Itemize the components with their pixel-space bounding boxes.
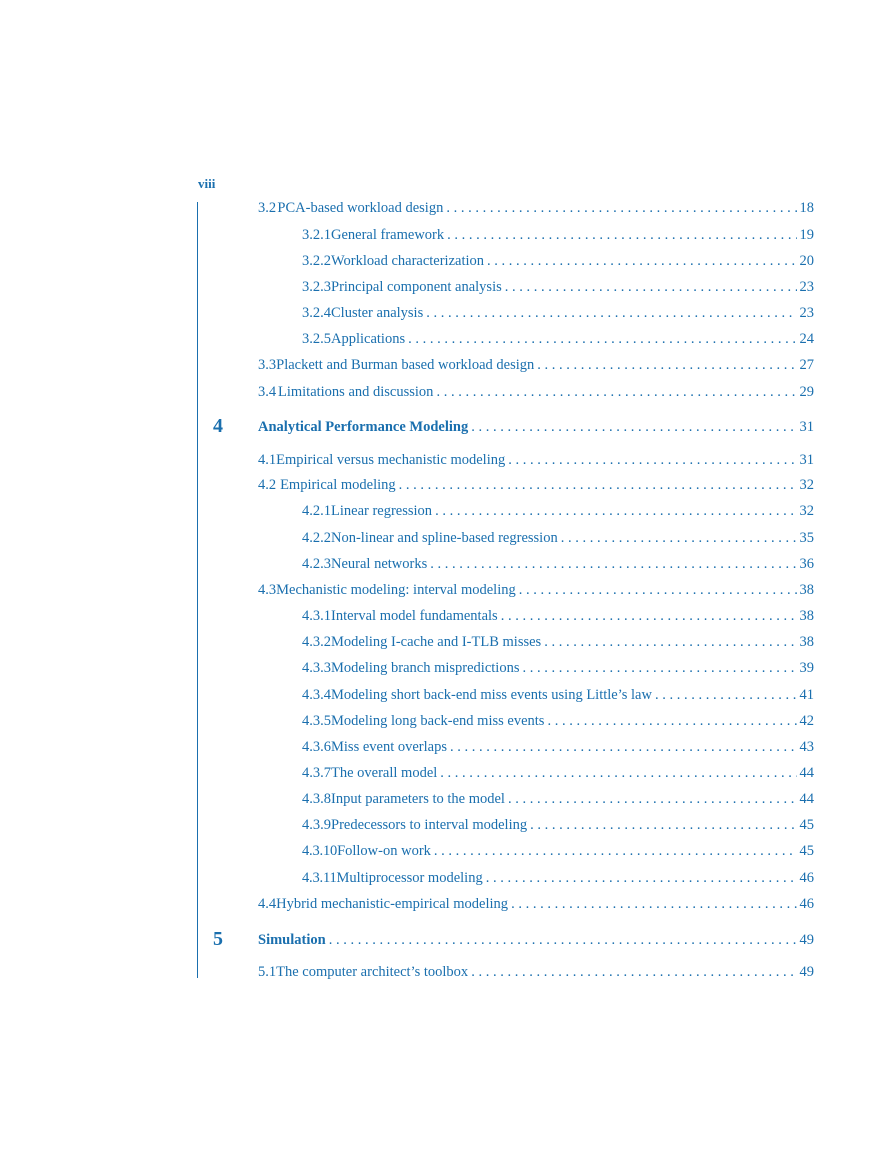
toc-title: Multiprocessor modeling bbox=[336, 870, 483, 886]
toc-number: 3.2.1 bbox=[302, 227, 331, 243]
toc-title: Modeling short back-end miss events using Little’s law bbox=[331, 687, 652, 703]
toc-page: 35 bbox=[799, 530, 814, 546]
toc-number: 4.3.11 bbox=[302, 870, 337, 886]
toc-title: The computer architect’s toolbox bbox=[276, 964, 469, 980]
toc-page: 23 bbox=[799, 279, 814, 295]
toc-leader-dots bbox=[508, 450, 796, 470]
toc-page: 36 bbox=[799, 556, 814, 572]
toc-number: 4.1 bbox=[258, 452, 277, 468]
toc-number: 4.3.9 bbox=[302, 817, 331, 833]
toc-page: 27 bbox=[799, 357, 814, 373]
toc-number: 4.2.2 bbox=[302, 530, 331, 546]
toc-leader-dots bbox=[537, 355, 796, 375]
toc-number: 3.2.2 bbox=[302, 253, 331, 269]
toc-entry-3-3[interactable] bbox=[258, 355, 814, 375]
toc-title: Empirical modeling bbox=[280, 477, 396, 493]
toc-number: 4.3.2 bbox=[302, 634, 331, 650]
toc-leader-dots bbox=[544, 632, 796, 652]
toc-title: Non-linear and spline-based regression bbox=[331, 530, 558, 546]
toc-title: Mechanistic modeling: interval modeling bbox=[276, 582, 516, 598]
toc-page: 41 bbox=[799, 687, 814, 703]
toc-number: 3.2.3 bbox=[302, 279, 331, 295]
toc-leader-dots bbox=[399, 475, 797, 495]
toc-number: 4.3.8 bbox=[302, 791, 331, 807]
chapter-title: Analytical Performance Modeling bbox=[258, 419, 469, 435]
toc-leader-dots bbox=[655, 685, 797, 705]
toc-page: 46 bbox=[799, 896, 814, 912]
toc-title: Predecessors to interval modeling bbox=[331, 817, 528, 833]
toc-number: 4.2 bbox=[258, 477, 277, 493]
toc-title: Interval model fundamentals bbox=[331, 608, 498, 624]
toc-title: Modeling I-cache and I-TLB misses bbox=[331, 634, 542, 650]
toc-leader-dots bbox=[447, 225, 796, 245]
toc-page: 38 bbox=[799, 608, 814, 624]
toc-page: 24 bbox=[799, 331, 814, 347]
toc-number: 4.2.1 bbox=[302, 503, 331, 519]
toc-leader-dots bbox=[519, 580, 797, 600]
toc-entry-3-4[interactable] bbox=[258, 382, 814, 402]
toc-entry-3-2-3[interactable] bbox=[302, 277, 814, 297]
toc-number: 3.3 bbox=[258, 357, 277, 373]
toc-leader-dots bbox=[522, 658, 796, 678]
toc-leader-dots bbox=[505, 277, 797, 297]
toc-title: General framework bbox=[331, 227, 445, 243]
toc-number: 4.3.5 bbox=[302, 713, 331, 729]
toc-number: 4.3.10 bbox=[302, 843, 338, 859]
toc-entry-4-3-5[interactable] bbox=[302, 711, 814, 731]
toc-title: Follow-on work bbox=[337, 843, 431, 859]
toc-entry-4-2[interactable] bbox=[258, 475, 814, 495]
toc-number: 4.3 bbox=[258, 582, 277, 598]
toc-page: 19 bbox=[799, 227, 814, 243]
toc-page: 23 bbox=[799, 305, 814, 321]
toc-page: 38 bbox=[799, 582, 814, 598]
toc-title: Modeling long back-end miss events bbox=[331, 713, 545, 729]
toc-leader-dots bbox=[435, 501, 796, 521]
toc-title: Applications bbox=[331, 331, 406, 347]
toc-page: 49 bbox=[799, 932, 814, 948]
toc-entry-5-1[interactable] bbox=[258, 962, 814, 982]
toc-leader-dots bbox=[530, 815, 796, 835]
toc-number: 4.3.4 bbox=[302, 687, 331, 703]
toc-entry-3-2[interactable] bbox=[258, 198, 814, 218]
toc-leader-dots bbox=[486, 868, 797, 888]
left-margin-rule bbox=[197, 202, 198, 978]
toc-page: 38 bbox=[799, 634, 814, 650]
toc-entry-4-3-10[interactable] bbox=[302, 841, 814, 861]
page-number: viii bbox=[198, 176, 216, 191]
toc-entry-3-2-5[interactable] bbox=[302, 329, 814, 349]
toc-title: Input parameters to the model bbox=[331, 791, 505, 807]
toc-title: Hybrid mechanistic-empirical modeling bbox=[276, 896, 509, 912]
toc-page: 20 bbox=[799, 253, 814, 269]
toc-number: 4.3.1 bbox=[302, 608, 331, 624]
toc-title: Principal component analysis bbox=[331, 279, 502, 295]
chapter-number: 5 bbox=[213, 928, 223, 950]
toc-entry-4-3-9[interactable] bbox=[302, 815, 814, 835]
toc-leader-dots bbox=[471, 417, 796, 437]
toc-entry-4-3[interactable] bbox=[258, 580, 814, 600]
toc-entry-4-2-1[interactable] bbox=[302, 501, 814, 521]
toc-entry-4-3-6[interactable] bbox=[302, 737, 814, 757]
toc-leader-dots bbox=[440, 763, 796, 783]
toc-title: PCA-based workload design bbox=[277, 200, 444, 216]
toc-leader-dots bbox=[436, 382, 796, 402]
toc-number: 3.2.5 bbox=[302, 331, 331, 347]
toc-title: Linear regression bbox=[331, 503, 433, 519]
toc-number: 3.4 bbox=[258, 384, 277, 400]
toc-leader-dots bbox=[471, 962, 796, 982]
chapter-title: Simulation bbox=[258, 932, 326, 948]
toc-page: 32 bbox=[799, 477, 814, 493]
toc-title: Limitations and discussion bbox=[277, 384, 434, 400]
toc-number: 3.2.4 bbox=[302, 305, 331, 321]
toc-page: 49 bbox=[799, 964, 814, 980]
toc-entry-3-2-2[interactable] bbox=[302, 251, 814, 271]
toc-page: 45 bbox=[799, 817, 814, 833]
toc-title: Workload characterization bbox=[331, 253, 485, 269]
toc-chapter-5[interactable] bbox=[258, 930, 814, 950]
toc-leader-dots bbox=[511, 894, 796, 914]
toc-number: 4.3.6 bbox=[302, 739, 331, 755]
toc-title: Modeling branch mispredictions bbox=[331, 660, 520, 676]
toc-page: 18 bbox=[799, 200, 814, 216]
toc-entry-4-2-3[interactable] bbox=[302, 554, 814, 574]
toc-entry-4-3-8[interactable] bbox=[302, 789, 814, 809]
toc-entry-4-1[interactable] bbox=[258, 450, 814, 470]
toc-page: 45 bbox=[799, 843, 814, 859]
toc-page: 32 bbox=[799, 503, 814, 519]
toc-page: 29 bbox=[799, 384, 814, 400]
toc-leader-dots bbox=[508, 789, 797, 809]
toc-page: 39 bbox=[799, 660, 814, 676]
toc-leader-dots bbox=[487, 251, 796, 271]
toc-leader-dots bbox=[547, 711, 796, 731]
toc-page: 44 bbox=[799, 791, 814, 807]
toc-page: 46 bbox=[799, 870, 814, 886]
toc-title: Empirical versus mechanistic modeling bbox=[276, 452, 506, 468]
toc-leader-dots bbox=[450, 737, 797, 757]
toc-page: 31 bbox=[799, 452, 814, 468]
toc-entry-4-2-2[interactable] bbox=[302, 528, 814, 548]
toc-leader-dots bbox=[446, 198, 796, 218]
toc-title: Plackett and Burman based workload design bbox=[276, 357, 535, 373]
toc-entry-3-2-4[interactable] bbox=[302, 303, 814, 323]
toc-leader-dots bbox=[426, 303, 796, 323]
toc-title: Miss event overlaps bbox=[331, 739, 447, 755]
toc-leader-dots bbox=[329, 930, 797, 950]
toc-title: Neural networks bbox=[331, 556, 428, 572]
toc-leader-dots bbox=[561, 528, 797, 548]
toc-chapter-4[interactable] bbox=[258, 417, 814, 437]
toc-page: 42 bbox=[799, 713, 814, 729]
toc-number: 4.3.7 bbox=[302, 765, 331, 781]
toc-entry-4-3-11[interactable] bbox=[302, 868, 814, 888]
toc-entry-3-2-1[interactable] bbox=[302, 225, 814, 245]
toc-number: 4.2.3 bbox=[302, 556, 331, 572]
toc-title: The overall model bbox=[331, 765, 438, 781]
toc-number: 4.4 bbox=[258, 896, 277, 912]
toc-leader-dots bbox=[434, 841, 797, 861]
toc-entry-4-3-2[interactable] bbox=[302, 632, 814, 652]
toc-leader-dots bbox=[408, 329, 796, 349]
toc-page: 43 bbox=[799, 739, 814, 755]
toc-page: 31 bbox=[799, 419, 814, 435]
toc-number: 4.3.3 bbox=[302, 660, 331, 676]
toc-entry-4-3-3[interactable] bbox=[302, 658, 814, 678]
toc-page: 44 bbox=[799, 765, 814, 781]
toc-entry-4-3-4[interactable] bbox=[302, 685, 814, 705]
toc-leader-dots bbox=[430, 554, 796, 574]
toc-entry-4-3-1[interactable] bbox=[302, 606, 814, 626]
toc-number: 5.1 bbox=[258, 964, 277, 980]
toc-entry-4-4[interactable] bbox=[258, 894, 814, 914]
toc-leader-dots bbox=[501, 606, 797, 626]
toc-entry-4-3-7[interactable] bbox=[302, 763, 814, 783]
toc-title: Cluster analysis bbox=[331, 305, 424, 321]
chapter-number: 4 bbox=[213, 415, 223, 437]
toc-number: 3.2 bbox=[258, 200, 277, 216]
